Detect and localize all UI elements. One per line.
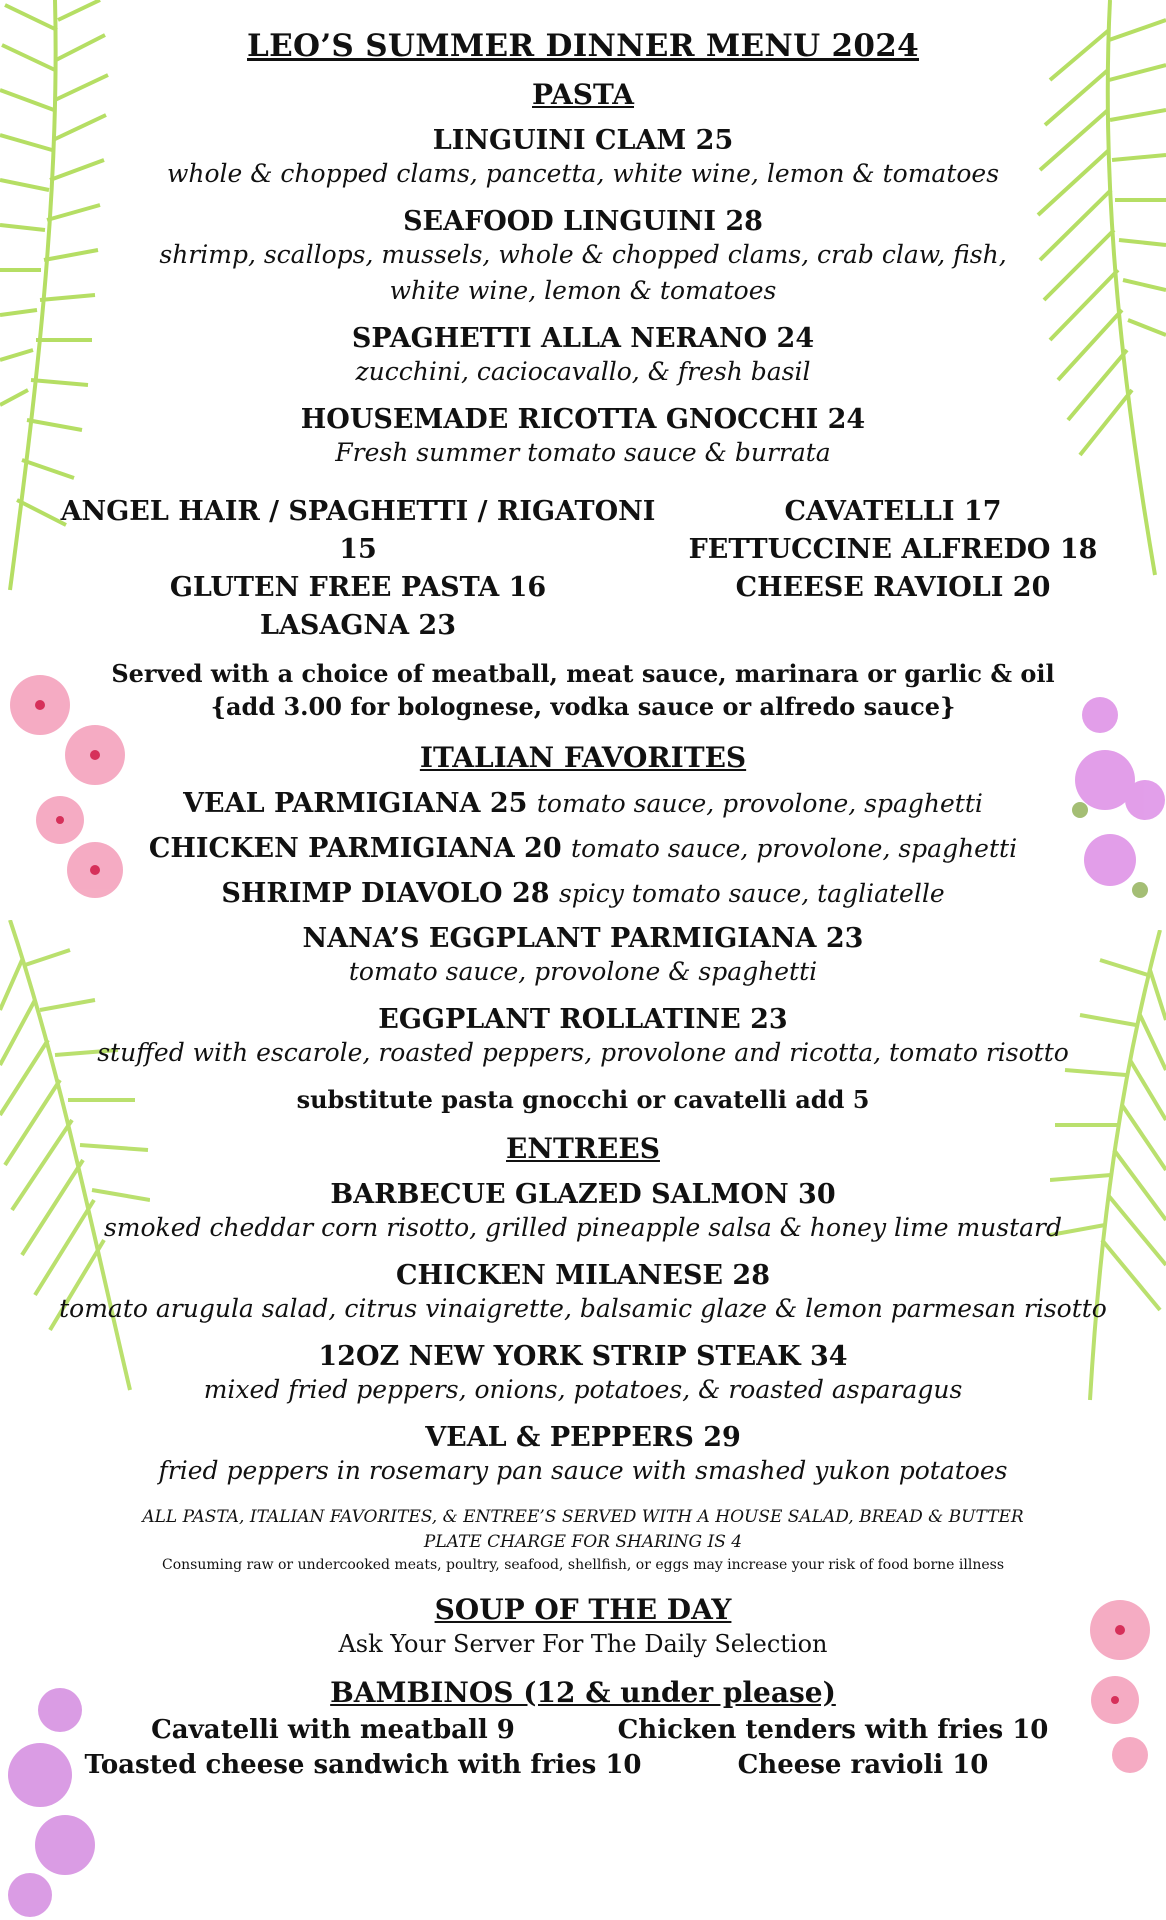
food-safety-disclaimer: Consuming raw or undercooked meats, poultry, seafood, shellfish, or eggs may increase your risk of food borne illness (161, 1557, 1005, 1573)
menu-title: LEO’S SUMMER DINNER MENU 2024 (247, 28, 919, 64)
kids-menu-item: Cavatelli with meatball 9 (151, 1715, 515, 1745)
menu-item-name: NANA’S EGGPLANT PARMIGIANA 23 (302, 923, 864, 954)
pasta-option: CHEESE RAVIOLI 20 (735, 572, 1051, 603)
pasta-options-left-column (48, 493, 668, 645)
menu-item-inline (0, 788, 1166, 819)
pasta-option: GLUTEN FREE PASTA 16 (169, 572, 547, 603)
substitute-note: substitute pasta gnocchi or cavatelli add 5 (296, 1085, 870, 1114)
menu-item-description: shrimp, scallops, mussels, whole & chopped clams, crab claw, fish, (159, 240, 1007, 269)
menu-item-description: smoked cheddar corn risotto, grilled pineapple salsa & honey lime mustard (103, 1213, 1063, 1242)
menu-item-name: SPAGHETTI ALLA NERANO 24 (351, 323, 815, 354)
section-heading-entrees: ENTREES (506, 1132, 660, 1165)
menu-item-description: tomato arugula salad, citrus vinaigrette, balsamic glaze & lemon parmesan risotto (59, 1294, 1107, 1323)
pasta-option: FETTUCCINE ALFREDO 18 (688, 534, 1098, 565)
menu-item-name: EGGPLANT ROLLATINE 23 (378, 1004, 788, 1035)
plate-charge-note: PLATE CHARGE FOR SHARING IS 4 (423, 1532, 743, 1552)
menu-item-inline (0, 833, 1166, 864)
soup-description: Ask Your Server For The Daily Selection (338, 1630, 828, 1658)
section-heading-soup: SOUP OF THE DAY (434, 1593, 732, 1626)
section-heading-bambinos: BAMBINOS (12 & under please) (330, 1676, 836, 1709)
served-with-note: Served with a choice of meatball, meat sauce, marinara or garlic & oil (111, 659, 1055, 688)
menu-item-name: HOUSEMADE RICOTTA GNOCCHI 24 (300, 404, 866, 435)
menu-item-description: Fresh summer tomato sauce & burrata (335, 438, 831, 467)
kids-menu-item: Chicken tenders with fries 10 (617, 1715, 1049, 1745)
section-heading-pasta: PASTA (532, 78, 634, 111)
menu-item-name: VEAL PARMIGIANA 25 (183, 788, 528, 819)
pasta-option: LASAGNA 23 (259, 610, 457, 641)
menu-item-name: CHICKEN MILANESE 28 (395, 1260, 770, 1291)
menu-item-description: tomato sauce, provolone, spaghetti (571, 834, 1018, 863)
menu-item-description: stuffed with escarole, roasted peppers, provolone and ricotta, tomato risotto (97, 1038, 1069, 1067)
menu-item-name: SEAFOOD LINGUINI 28 (403, 206, 763, 237)
sauce-upcharge-note: {add 3.00 for bolognese, vodka sauce or alfredo sauce} (210, 692, 956, 721)
menu-item-description: tomato sauce, provolone & spaghetti (348, 957, 818, 986)
menu-item-description: fried peppers in rosemary pan sauce with smashed yukon potatoes (158, 1456, 1008, 1485)
kids-menu-row (0, 1713, 1166, 1748)
menu-item-name: LINGUINI CLAM 25 (432, 125, 734, 156)
kids-menu-row (0, 1748, 1166, 1783)
menu-item-name: 12OZ NEW YORK STRIP STEAK 34 (318, 1341, 848, 1372)
menu-item-description: spicy tomato sauce, tagliatelle (558, 879, 945, 908)
menu-item-description: white wine, lemon & tomatoes (389, 276, 777, 305)
menu-item-name: BARBECUE GLAZED SALMON 30 (330, 1179, 836, 1210)
served-with-salad-note: ALL PASTA, ITALIAN FAVORITES, & ENTREE’S SERVED WITH A HOUSE SALAD, BREAD & BUTTER (142, 1507, 1024, 1527)
menu-item-description: mixed fried peppers, onions, potatoes, & roasted asparagus (203, 1375, 963, 1404)
menu-item-name: CHICKEN PARMIGIANA 20 (148, 833, 562, 864)
menu-item-name: VEAL & PEPPERS 29 (425, 1422, 741, 1453)
section-heading-italian-favorites: ITALIAN FAVORITES (419, 741, 747, 774)
pasta-option: CAVATELLI 17 (784, 496, 1002, 527)
kids-menu-item: Cheese ravioli 10 (737, 1750, 989, 1780)
menu-item-description: tomato sauce, provolone, spaghetti (536, 789, 983, 818)
pasta-options-right-column (668, 493, 1118, 645)
pasta-option: ANGEL HAIR / SPAGHETTI / RIGATONI 15 (60, 496, 656, 565)
menu-item-description: zucchini, caciocavallo, & fresh basil (355, 357, 811, 386)
menu-item-name: SHRIMP DIAVOLO 28 (221, 878, 550, 909)
pasta-options-columns (0, 493, 1166, 645)
menu-item-description: whole & chopped clams, pancetta, white wine, lemon & tomatoes (166, 159, 1000, 188)
menu-item-inline (0, 878, 1166, 909)
kids-menu-item: Toasted cheese sandwich with fries 10 (84, 1750, 642, 1780)
